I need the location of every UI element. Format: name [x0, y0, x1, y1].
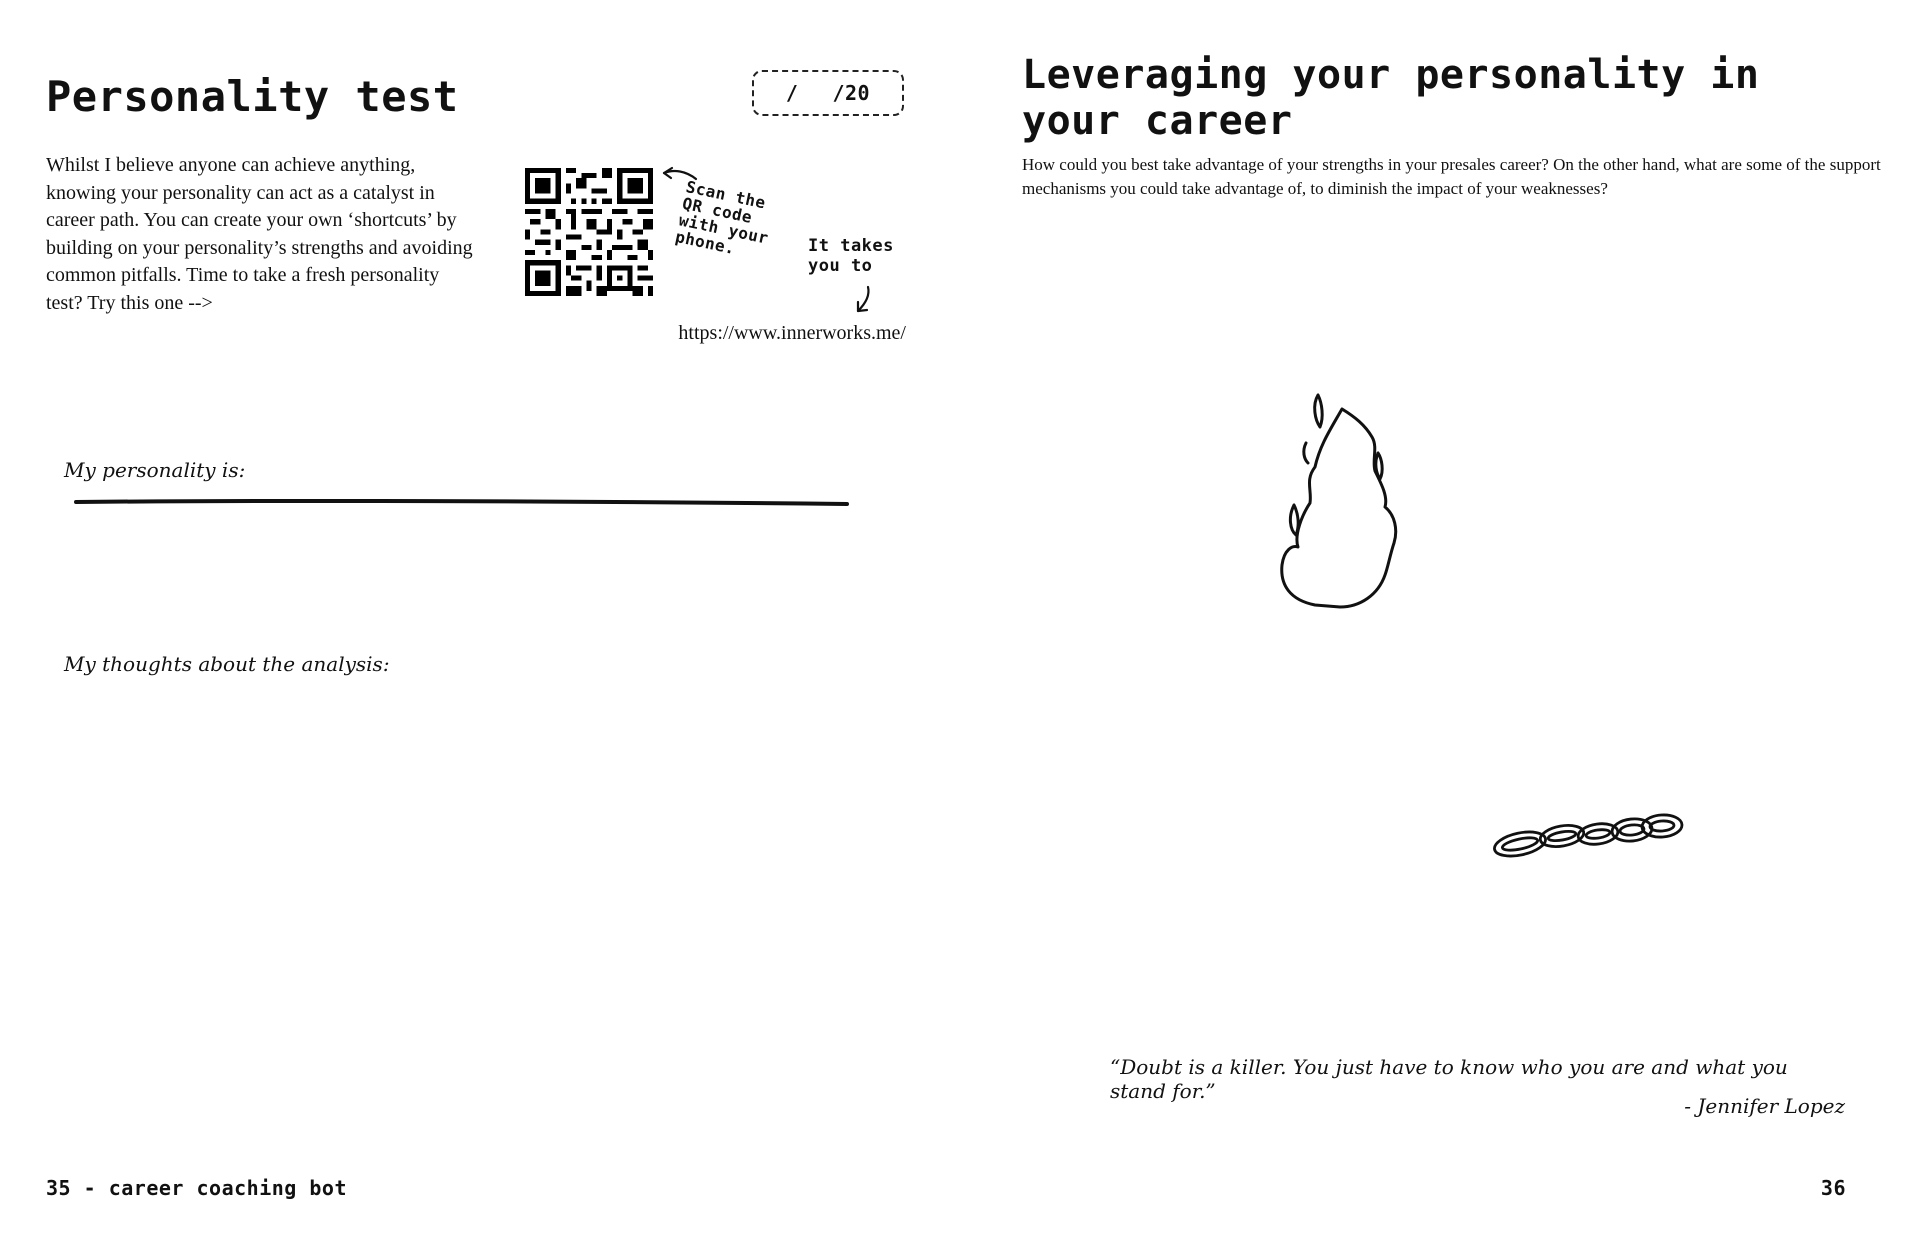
- score-slash: /: [785, 81, 799, 105]
- page-title: Personality test: [46, 72, 459, 121]
- flame-icon: [1260, 385, 1420, 625]
- takes-you-to-note: It takes you to: [808, 236, 894, 276]
- intro-text: Whilst I believe anyone can achieve anything, knowing your personality can act as a catalyst in career path. You can create your own ‘shortcuts’ by building on your personality’s strengths and avoiding common pitfalls. Time to take a fresh personality test? Try this one -->: [46, 154, 473, 314]
- thoughts-label: My thoughts about the analysis:: [64, 652, 390, 676]
- quote-author: - Jennifer Lopez: [1684, 1094, 1845, 1118]
- score-total: /20: [832, 81, 871, 105]
- arrow-down-icon: [850, 285, 876, 315]
- score-box: [752, 70, 904, 116]
- quote-text: “Doubt is a killer. You just have to know who you are and what you stand for.”: [1110, 1055, 1788, 1103]
- page-number: 36: [1820, 1176, 1846, 1200]
- qr-scan-note: Scan the QR code with your phone.: [673, 177, 771, 259]
- qr-code-icon[interactable]: [525, 168, 653, 296]
- test-url-link[interactable]: https://www.innerworks.me/: [678, 322, 906, 344]
- page-footer: 35 - career coaching bot: [46, 1176, 347, 1200]
- chain-icon: [1490, 806, 1690, 866]
- personality-write-line[interactable]: [74, 497, 849, 509]
- right-page: [960, 0, 1920, 1234]
- page-title: Leveraging your personality in your career: [1022, 52, 1760, 144]
- question-text: How could you best take advantage of your strengths in your presales career? On the other hand, what are some of the support mechanisms you could take advantage of, to diminish the impact of your weaknesses?: [1022, 155, 1881, 198]
- personality-label: My personality is:: [64, 458, 246, 482]
